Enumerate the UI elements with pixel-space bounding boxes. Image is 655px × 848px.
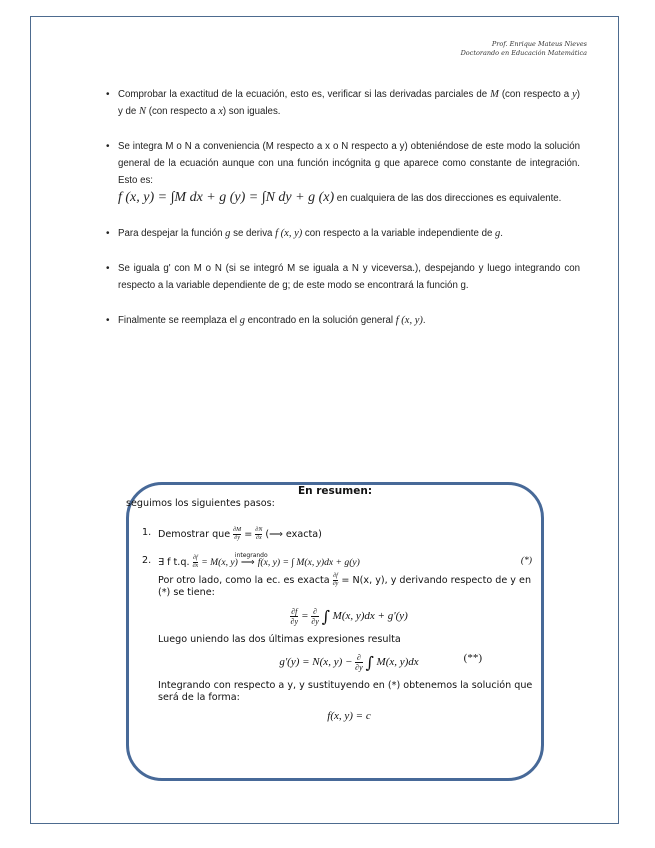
header — [461, 40, 587, 58]
steps-list — [118, 86, 580, 347]
final-equation: f(x, y) = c — [327, 710, 371, 722]
header-author: Prof. Enrique Mateus Nieves — [491, 40, 587, 48]
summary-content — [126, 485, 540, 731]
list-item: • Comprobar la exactitud de la ecuación, esto es, verificar si las derivadas parciales de M (con respecto a y) y de N (con respecto a x) son iguales. — [118, 86, 580, 120]
equation-df-dy: $\frac{\partial f}{\partial y}$ = $\frac{\partial}{\partial y}$ ∫ M(x, y)dx + g'(y) — [290, 606, 408, 626]
summary-title: En resumen: — [297, 485, 373, 497]
list-item: • Se integra M o N a conveniencia (M respecto a x o N respecto a y) obteniéndose de este modo la solución general de la ecuación aunque con una función incógnita g que aparece como constante de integración. Esto es: f (x, y) = ∫M dx + g (y) = ∫N dy + g (x) en cualquiera de las dos direcciones es equivalente. — [118, 138, 580, 207]
general-solution-equation: f (x, y) = ∫M dx + g (y) = ∫N dy + g (x) — [118, 190, 335, 205]
summary-intro: seguimos los siguientes pasos: — [126, 497, 275, 509]
summary-step-1: 1. Demostrar que $\frac{\partial M}{\partial y}$ = $\frac{\partial N}{\partial x}$ (⟹ exacta) — [142, 527, 322, 541]
summary-step-2: 2. ∃ f t.q. $\frac{\partial f}{\partial x} = M(x$, y) integrando ⟹ f(x, y) = ∫ M(x, y)dx + g(y) (*) Por otro lado, como la ec. es exacta $\frac{\partial f}{\partial y} = N(x$, y), y derivando respecto de y en (*) se tiene: $\frac{\partial f}{\partial y}$ = $\frac{\partial}{\partial y}$ ∫ M(x, y)dx + g'(y) Luego uniendo las dos últimas expresiones resulta g'(y) = N(x, y) − $\frac{\partial}{\partial y}$ ∫ M(x, y)dx (**) Integrando con respecto a y, y sustituyendo en (*) obtenemos la solución que será de la forma: f(x, y) = c — [130, 555, 540, 723]
list-item: • Se iguala g' con M o N (si se integró M se iguala a N y viceversa.), despejando y luego integrando con respecto a la variable dependiente de g; de este modo se encontrará la función g. — [118, 260, 580, 294]
list-item: • Finalmente se reemplaza el g encontrado en la solución general f (x, y). — [118, 312, 580, 329]
equation-g-prime: g'(y) = N(x, y) − $\frac{\partial}{\partial y}$ ∫ M(x, y)dx (**) — [279, 652, 482, 672]
header-title: Doctorando en Educación Matemática — [460, 49, 587, 57]
list-item: • Para despejar la función g se deriva f (x, y) con respecto a la variable independiente de g. — [118, 225, 580, 242]
